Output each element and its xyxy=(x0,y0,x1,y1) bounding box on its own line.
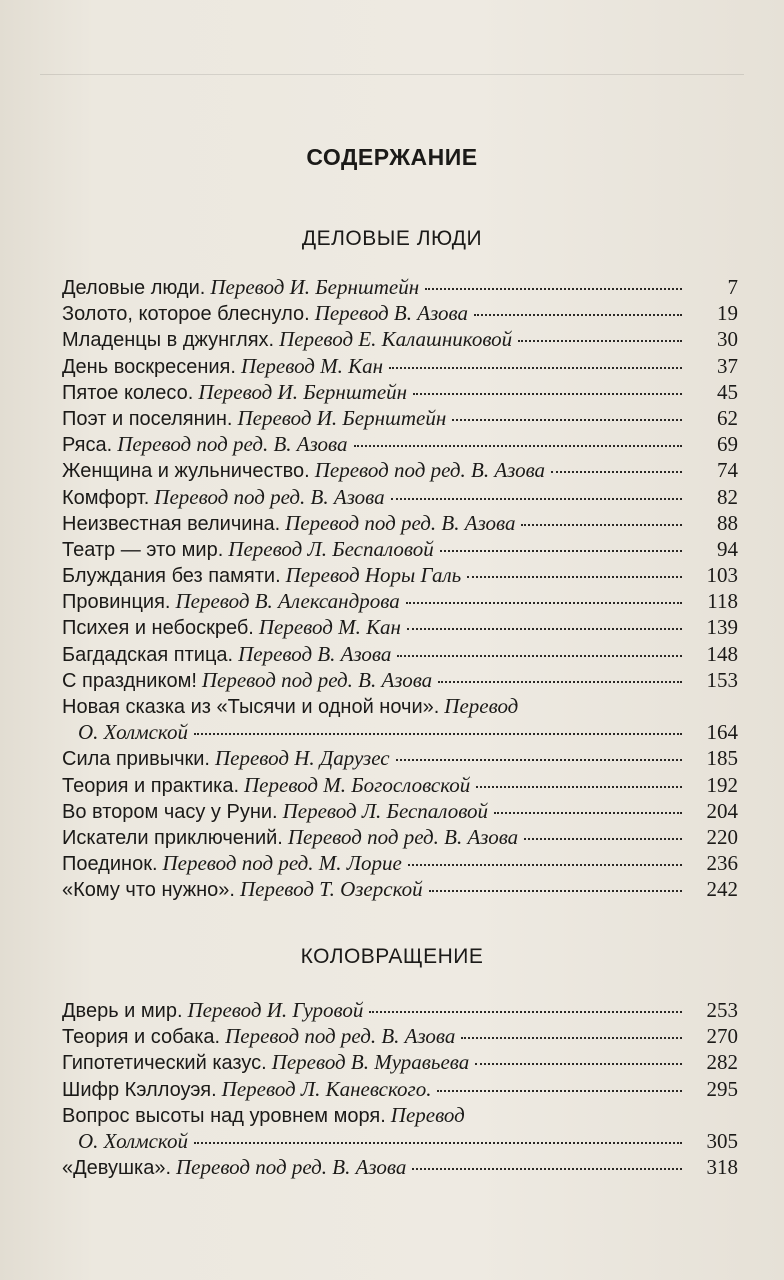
dot-leader xyxy=(524,838,682,840)
entry-title: Сила привычки. xyxy=(62,748,210,771)
toc-entry xyxy=(62,641,738,667)
toc-entry xyxy=(62,997,738,1023)
dot-leader xyxy=(452,419,682,421)
entry-page-number: 295 xyxy=(706,1076,738,1101)
entry-translator: Перевод Т. Озерской xyxy=(239,877,423,902)
entry-title: «Девушка». xyxy=(62,1157,172,1180)
toc-entry xyxy=(62,745,738,771)
entry-title: «Кому что нужно». xyxy=(62,879,235,902)
entry-translator: Перевод под ред. М. Лорие xyxy=(162,851,402,876)
entry-translator: Перевод М. Кан xyxy=(240,353,384,378)
toc-entry xyxy=(62,300,738,326)
toc-entry xyxy=(62,1102,738,1128)
dot-leader xyxy=(194,733,682,735)
entry-translator: Перевод под ред. В. Азова xyxy=(176,1155,407,1180)
entry-page-number: 37 xyxy=(717,353,738,378)
entry-title: Ряса. xyxy=(62,434,113,457)
dot-leader xyxy=(476,786,682,788)
section-title-2: КОЛОВРАЩЕНИЕ xyxy=(300,945,484,968)
entry-title: Провинция. xyxy=(62,591,171,614)
dot-leader xyxy=(437,1090,682,1092)
entry-title: Неизвестная величина. xyxy=(62,512,281,535)
entry-page-number: 94 xyxy=(717,536,738,561)
entry-translator: Перевод Норы Галь xyxy=(285,563,462,588)
toc-entry xyxy=(62,1049,738,1075)
entry-page-number: 192 xyxy=(706,772,738,797)
toc-entry xyxy=(62,614,738,640)
entry-title: Новая сказка из «Тысячи и одной ночи». xyxy=(62,696,440,718)
toc-entry xyxy=(62,353,738,379)
entry-translator: Перевод В. Муравьева xyxy=(271,1050,470,1075)
dot-leader xyxy=(194,1142,682,1144)
entry-page-number: 62 xyxy=(717,405,738,430)
entry-title: Пятое колесо. xyxy=(62,381,194,404)
entry-title: Шифр Кэллоуэя. xyxy=(62,1078,217,1101)
entry-translator: Перевод И. Бернштейн xyxy=(198,379,408,404)
entry-translator: Перевод Л. Беспаловой xyxy=(282,798,489,823)
dot-leader xyxy=(408,864,682,866)
entry-page-number: 74 xyxy=(717,458,738,483)
entry-translator: Перевод под ред. В. Азова xyxy=(314,458,546,483)
entry-translator: Перевод М. Кан xyxy=(258,615,401,640)
entry-title: Во втором часу у Руни. xyxy=(62,800,278,823)
toc-entry xyxy=(62,484,738,510)
dot-leader xyxy=(461,1037,682,1039)
entry-translator: Перевод М. Богословской xyxy=(244,772,471,797)
entry-translator-continuation: О. Холмской xyxy=(78,720,188,745)
entry-title: День воскресения. xyxy=(62,355,236,378)
entry-page-number: 148 xyxy=(706,641,738,666)
entry-translator: Перевод И. Бернштейн xyxy=(210,275,420,299)
entry-translator: Перевод под ред. В. Азова xyxy=(154,484,385,509)
dot-leader xyxy=(440,550,682,552)
toc-entry-continuation xyxy=(62,719,738,745)
entry-translator: Перевод И. Бернштейн xyxy=(237,405,447,430)
entry-translator: Перевод под ред. В. Азова xyxy=(225,1024,456,1049)
entry-page-number: 82 xyxy=(717,484,738,509)
entry-translator: Перевод Е. Калашниковой xyxy=(279,327,513,352)
entry-page-number: 318 xyxy=(706,1155,738,1180)
toc-entry xyxy=(62,1023,738,1049)
toc-entry xyxy=(62,326,738,352)
dot-leader xyxy=(389,367,682,369)
entry-page-number: 236 xyxy=(706,851,738,876)
toc-entry xyxy=(62,274,738,300)
entry-page-number: 270 xyxy=(706,1024,738,1049)
entry-title: Гипотетический казус. xyxy=(62,1052,267,1075)
entry-page-number: 253 xyxy=(706,998,738,1022)
entry-title: Женщина и жульничество. xyxy=(62,460,310,483)
entry-page-number: 103 xyxy=(706,563,738,588)
entry-title: Искатели приключений. xyxy=(62,826,283,849)
show-through-header xyxy=(40,44,744,75)
entry-title: Багдадская птица. xyxy=(62,643,234,666)
entry-page-number: 30 xyxy=(717,327,738,352)
dot-leader xyxy=(429,890,682,892)
entry-page-number: 153 xyxy=(706,667,738,692)
entry-title: Золото, которое блеснуло. xyxy=(62,303,310,326)
dot-leader xyxy=(391,498,682,500)
page-title: СОДЕРЖАНИЕ xyxy=(306,144,478,170)
toc-entry xyxy=(62,588,738,614)
toc-entry xyxy=(62,562,738,588)
entry-title: Комфорт. xyxy=(62,486,150,509)
entry-page-number: 45 xyxy=(717,379,738,404)
entry-translator: Перевод под ред. В. Азова xyxy=(117,432,348,457)
dot-leader xyxy=(521,524,682,526)
toc-entry xyxy=(62,876,738,902)
entry-page-number: 282 xyxy=(706,1050,738,1075)
entry-translator: Перевод В. Азова xyxy=(314,301,468,326)
entry-page-number: 19 xyxy=(717,301,738,326)
entry-title: Вопрос высоты над уровнем моря. xyxy=(62,1104,386,1127)
entry-title: Поединок. xyxy=(62,853,158,876)
entry-translator: Перевод xyxy=(390,1102,465,1127)
entry-page-number: 204 xyxy=(706,798,738,823)
toc-entry xyxy=(62,457,738,483)
toc-entry xyxy=(62,772,738,798)
toc-section-1 xyxy=(62,274,738,903)
entry-title: Теория и практика. xyxy=(62,774,240,797)
entry-translator: Перевод под ред. В. Азова xyxy=(201,667,433,692)
toc-entry xyxy=(62,510,738,536)
entry-page-number: 88 xyxy=(717,510,738,535)
dot-leader xyxy=(474,314,682,316)
toc-entry xyxy=(62,536,738,562)
entry-page-number: 220 xyxy=(706,824,738,849)
entry-translator-continuation: О. Холмской xyxy=(78,1128,188,1153)
entry-title: Психея и небоскреб. xyxy=(62,617,254,640)
dot-leader xyxy=(467,576,682,578)
entry-title: Дверь и мир. xyxy=(62,1000,183,1022)
dot-leader xyxy=(518,340,682,342)
entry-page-number: 139 xyxy=(706,615,738,640)
entry-title: Театр — это мир. xyxy=(62,538,224,561)
dot-leader xyxy=(494,812,682,814)
dot-leader xyxy=(407,628,682,630)
entry-page-number: 7 xyxy=(727,275,738,299)
entry-page-number: 69 xyxy=(717,432,738,457)
entry-translator: Перевод Н. Дарузес xyxy=(215,746,390,771)
toc-entry xyxy=(62,405,738,431)
dot-leader xyxy=(425,288,682,290)
dot-leader xyxy=(438,681,682,683)
entry-page-number: 164 xyxy=(706,720,738,745)
toc-entry-continuation xyxy=(62,1128,738,1154)
entry-title: Младенцы в джунглях. xyxy=(62,329,275,352)
dot-leader xyxy=(397,655,682,657)
toc-entry xyxy=(62,850,738,876)
entry-page-number: 118 xyxy=(707,589,738,614)
entry-translator: Перевод Л. Каневского. xyxy=(221,1076,432,1101)
dot-leader xyxy=(406,602,682,604)
entry-title: Деловые люди. xyxy=(62,277,206,299)
toc-entry xyxy=(62,379,738,405)
toc-entry xyxy=(62,431,738,457)
dot-leader xyxy=(369,1011,682,1013)
dot-leader xyxy=(412,1168,682,1170)
entry-translator: Перевод Л. Беспаловой xyxy=(228,536,434,561)
toc-section-2 xyxy=(62,997,738,1180)
entry-title: Поэт и поселянин. xyxy=(62,407,233,430)
entry-title: С праздником! xyxy=(62,669,197,692)
entry-page-number: 242 xyxy=(706,877,738,902)
section-title-1: ДЕЛОВЫЕ ЛЮДИ xyxy=(301,227,483,250)
dot-leader xyxy=(413,393,682,395)
entry-translator: Перевод В. Александрова xyxy=(175,589,400,614)
dot-leader xyxy=(551,471,682,473)
toc-entry xyxy=(62,798,738,824)
entry-translator: Перевод В. Азова xyxy=(238,641,392,666)
toc-entry xyxy=(62,1154,738,1180)
toc-entry xyxy=(62,693,738,719)
dot-leader xyxy=(354,445,683,447)
entry-translator: Перевод под ред. В. Азова xyxy=(285,510,516,535)
dot-leader xyxy=(475,1063,682,1065)
toc-entry xyxy=(62,667,738,693)
entry-title: Теория и собака. xyxy=(62,1026,221,1049)
entry-translator: Перевод xyxy=(444,694,519,718)
entry-page-number: 185 xyxy=(706,746,738,771)
entry-translator: Перевод И. Гуровой xyxy=(187,998,364,1022)
toc-entry xyxy=(62,1076,738,1102)
toc-entry xyxy=(62,824,738,850)
entry-translator: Перевод под ред. В. Азова xyxy=(287,824,519,849)
dot-leader xyxy=(396,759,682,761)
entry-page-number: 305 xyxy=(706,1128,738,1153)
entry-title: Блуждания без памяти. xyxy=(62,565,281,588)
